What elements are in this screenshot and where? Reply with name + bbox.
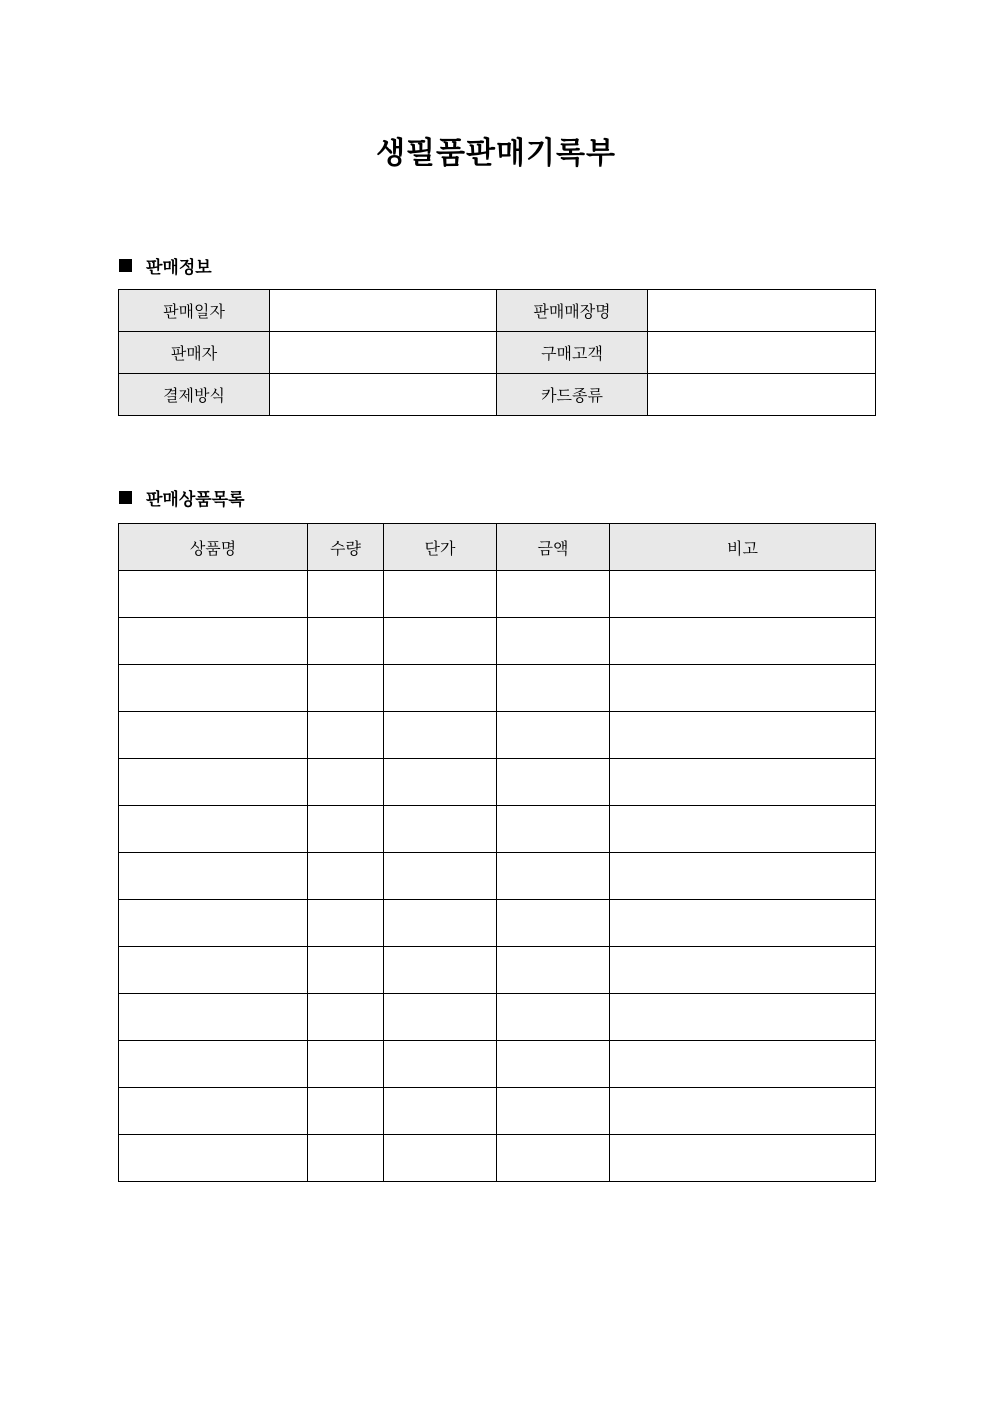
quantity-cell[interactable] — [308, 947, 384, 994]
remarks-cell[interactable] — [610, 806, 876, 853]
quantity-cell[interactable] — [308, 1088, 384, 1135]
amount-cell[interactable] — [497, 1135, 610, 1182]
remarks-cell[interactable] — [610, 900, 876, 947]
remarks-cell[interactable] — [610, 1041, 876, 1088]
remarks-cell[interactable] — [610, 947, 876, 994]
amount-cell[interactable] — [497, 994, 610, 1041]
quantity-cell[interactable] — [308, 1135, 384, 1182]
sales-info-table — [118, 289, 876, 416]
product-name-cell[interactable] — [119, 665, 308, 712]
card-type-label: 카드종류 — [497, 374, 648, 416]
table-row — [119, 712, 876, 759]
product-name-cell[interactable] — [119, 571, 308, 618]
table-row — [119, 1041, 876, 1088]
sales-info-row — [119, 290, 876, 332]
column-header-remarks: 비고 — [610, 524, 876, 571]
column-header-quantity: 수량 — [308, 524, 384, 571]
sale-date-field[interactable] — [270, 290, 497, 332]
quantity-cell[interactable] — [308, 806, 384, 853]
column-header-unit-price: 단가 — [384, 524, 497, 571]
unit-price-cell[interactable] — [384, 1041, 497, 1088]
amount-cell[interactable] — [497, 618, 610, 665]
product-name-cell[interactable] — [119, 1041, 308, 1088]
table-row — [119, 853, 876, 900]
product-name-cell[interactable] — [119, 994, 308, 1041]
customer-field[interactable] — [648, 332, 876, 374]
sale-date-label: 판매일자 — [119, 290, 270, 332]
store-name-field[interactable] — [648, 290, 876, 332]
quantity-cell[interactable] — [308, 994, 384, 1041]
document-title: 생필품판매기록부 — [376, 136, 616, 171]
product-name-cell[interactable] — [119, 759, 308, 806]
product-name-cell[interactable] — [119, 947, 308, 994]
product-list-header-row — [119, 524, 876, 571]
remarks-cell[interactable] — [610, 759, 876, 806]
amount-cell[interactable] — [497, 900, 610, 947]
unit-price-cell[interactable] — [384, 665, 497, 712]
product-name-cell[interactable] — [119, 1135, 308, 1182]
unit-price-cell[interactable] — [384, 994, 497, 1041]
product-list-table — [118, 523, 876, 1182]
payment-method-label: 결제방식 — [119, 374, 270, 416]
quantity-cell[interactable] — [308, 618, 384, 665]
payment-method-field[interactable] — [270, 374, 497, 416]
product-name-cell[interactable] — [119, 853, 308, 900]
sales-info-heading — [119, 253, 212, 277]
product-name-cell[interactable] — [119, 618, 308, 665]
amount-cell[interactable] — [497, 853, 610, 900]
product-name-cell[interactable] — [119, 806, 308, 853]
unit-price-cell[interactable] — [384, 712, 497, 759]
table-row — [119, 1088, 876, 1135]
seller-field[interactable] — [270, 332, 497, 374]
product-list-heading-label: 판매상품목록 — [146, 489, 245, 510]
amount-cell[interactable] — [497, 1041, 610, 1088]
quantity-cell[interactable] — [308, 900, 384, 947]
unit-price-cell[interactable] — [384, 853, 497, 900]
card-type-field[interactable] — [648, 374, 876, 416]
unit-price-cell[interactable] — [384, 571, 497, 618]
amount-cell[interactable] — [497, 712, 610, 759]
amount-cell[interactable] — [497, 759, 610, 806]
remarks-cell[interactable] — [610, 1088, 876, 1135]
square-bullet-icon — [119, 491, 132, 504]
seller-label: 판매자 — [119, 332, 270, 374]
sales-info-heading-label: 판매정보 — [146, 257, 212, 278]
amount-cell[interactable] — [497, 571, 610, 618]
product-name-cell[interactable] — [119, 712, 308, 759]
unit-price-cell[interactable] — [384, 1088, 497, 1135]
table-row — [119, 994, 876, 1041]
table-row — [119, 571, 876, 618]
sales-info-row — [119, 374, 876, 416]
quantity-cell[interactable] — [308, 712, 384, 759]
quantity-cell[interactable] — [308, 759, 384, 806]
table-row — [119, 665, 876, 712]
unit-price-cell[interactable] — [384, 947, 497, 994]
remarks-cell[interactable] — [610, 994, 876, 1041]
amount-cell[interactable] — [497, 1088, 610, 1135]
amount-cell[interactable] — [497, 665, 610, 712]
table-row — [119, 947, 876, 994]
unit-price-cell[interactable] — [384, 1135, 497, 1182]
remarks-cell[interactable] — [610, 853, 876, 900]
product-name-cell[interactable] — [119, 1088, 308, 1135]
product-list-heading — [119, 485, 245, 509]
product-list-body — [119, 571, 876, 1182]
amount-cell[interactable] — [497, 806, 610, 853]
quantity-cell[interactable] — [308, 665, 384, 712]
table-row — [119, 1135, 876, 1182]
remarks-cell[interactable] — [610, 571, 876, 618]
store-name-label: 판매매장명 — [497, 290, 648, 332]
product-name-cell[interactable] — [119, 900, 308, 947]
unit-price-cell[interactable] — [384, 759, 497, 806]
remarks-cell[interactable] — [610, 665, 876, 712]
table-row — [119, 900, 876, 947]
quantity-cell[interactable] — [308, 853, 384, 900]
quantity-cell[interactable] — [308, 1041, 384, 1088]
remarks-cell[interactable] — [610, 712, 876, 759]
table-row — [119, 759, 876, 806]
unit-price-cell[interactable] — [384, 900, 497, 947]
table-row — [119, 806, 876, 853]
square-bullet-icon — [119, 259, 132, 272]
remarks-cell[interactable] — [610, 618, 876, 665]
table-row — [119, 618, 876, 665]
unit-price-cell[interactable] — [384, 806, 497, 853]
column-header-product-name: 상품명 — [119, 524, 308, 571]
amount-cell[interactable] — [497, 947, 610, 994]
customer-label: 구매고객 — [497, 332, 648, 374]
quantity-cell[interactable] — [308, 571, 384, 618]
column-header-amount: 금액 — [497, 524, 610, 571]
unit-price-cell[interactable] — [384, 618, 497, 665]
remarks-cell[interactable] — [610, 1135, 876, 1182]
sales-info-row — [119, 332, 876, 374]
